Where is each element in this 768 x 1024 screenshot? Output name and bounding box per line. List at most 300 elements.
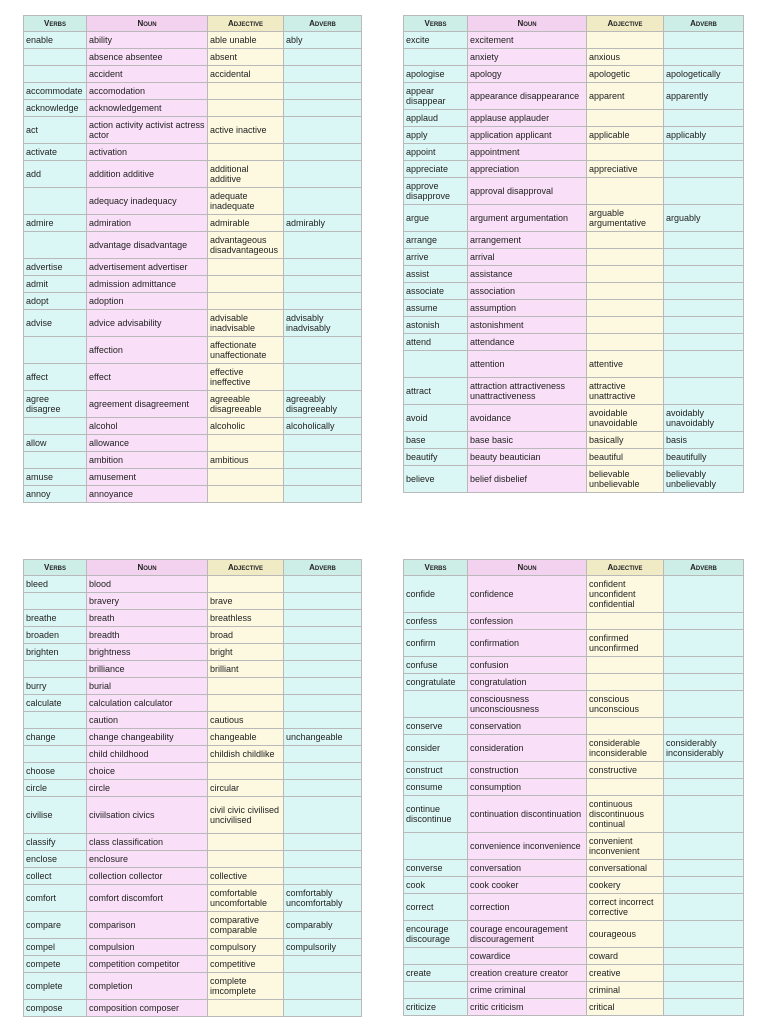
noun-cell: apology — [468, 66, 587, 83]
noun-cell: alcohol — [87, 418, 208, 435]
table-row — [404, 232, 744, 249]
table-row — [404, 205, 744, 232]
adverb-cell: advisably inadvisably — [284, 310, 362, 337]
noun-cell: critic criticism — [468, 999, 587, 1016]
adverb-cell — [664, 334, 744, 351]
word-forms-table — [23, 15, 362, 503]
noun-header: Noun — [87, 560, 208, 576]
table-row — [24, 712, 362, 729]
verb-cell: confess — [404, 613, 468, 630]
adjective-cell: alcoholic — [208, 418, 284, 435]
verb-cell: circle — [24, 780, 87, 797]
table-row — [24, 66, 362, 83]
noun-cell: cook cooker — [468, 877, 587, 894]
table-row — [404, 613, 744, 630]
table-row — [24, 593, 362, 610]
adverb-cell — [664, 833, 744, 860]
adjective-cell: coward — [587, 948, 664, 965]
adjective-cell: considerable inconsiderable — [587, 735, 664, 762]
table-row — [24, 956, 362, 973]
adverb-cell — [664, 762, 744, 779]
table-row — [404, 877, 744, 894]
adjective-header: Adjective — [208, 560, 284, 576]
table-row — [24, 188, 362, 215]
table-row — [404, 735, 744, 762]
adverb-cell: unchangeable — [284, 729, 362, 746]
noun-cell: applause applauder — [468, 110, 587, 127]
adverb-cell — [284, 851, 362, 868]
header-row — [24, 560, 362, 576]
adjective-cell — [587, 718, 664, 735]
adjective-cell — [587, 110, 664, 127]
adjective-cell — [208, 1000, 284, 1017]
verb-cell: brighten — [24, 644, 87, 661]
adjective-cell: accidental — [208, 66, 284, 83]
table-row — [404, 657, 744, 674]
adverb-header: Adverb — [284, 16, 362, 32]
adverb-cell — [664, 110, 744, 127]
noun-header: Noun — [468, 560, 587, 576]
table-row — [24, 49, 362, 66]
adjective-cell — [208, 763, 284, 780]
noun-cell: circle — [87, 780, 208, 797]
header-row — [404, 560, 744, 576]
verb-cell — [404, 982, 468, 999]
adjective-cell: adequate inadequate — [208, 188, 284, 215]
table-row — [404, 718, 744, 735]
noun-cell: brilliance — [87, 661, 208, 678]
adjective-cell: convenient inconvenient — [587, 833, 664, 860]
adjective-cell: continuous discontinuous continual — [587, 796, 664, 833]
adverb-cell — [284, 678, 362, 695]
verb-cell: broaden — [24, 627, 87, 644]
adverb-cell — [664, 144, 744, 161]
verb-cell: appear disappear — [404, 83, 468, 110]
noun-cell: class classification — [87, 834, 208, 851]
table-row — [24, 100, 362, 117]
adjective-cell — [587, 613, 664, 630]
noun-cell: calculation calculator — [87, 695, 208, 712]
noun-cell: convenience inconvenience — [468, 833, 587, 860]
adverb-cell: apologetically — [664, 66, 744, 83]
adverb-cell — [284, 956, 362, 973]
adjective-cell: arguable argumentative — [587, 205, 664, 232]
adverb-cell — [664, 249, 744, 266]
adverb-cell — [664, 948, 744, 965]
adjective-cell — [587, 266, 664, 283]
verb-cell: calculate — [24, 695, 87, 712]
adjective-cell: changeable — [208, 729, 284, 746]
verb-cell: converse — [404, 860, 468, 877]
verb-cell: confuse — [404, 657, 468, 674]
noun-cell: child childhood — [87, 746, 208, 763]
adverb-cell — [664, 161, 744, 178]
adverb-cell — [284, 973, 362, 1000]
adjective-cell: advisable inadvisable — [208, 310, 284, 337]
adjective-cell: collective — [208, 868, 284, 885]
table-row — [404, 466, 744, 493]
adverb-cell — [664, 860, 744, 877]
noun-cell: allowance — [87, 435, 208, 452]
verb-cell: agree disagree — [24, 391, 87, 418]
table-row — [404, 449, 744, 466]
verb-cell — [404, 49, 468, 66]
verb-cell: avoid — [404, 405, 468, 432]
noun-cell: consciousness unconsciousness — [468, 691, 587, 718]
adverb-header: Adverb — [664, 560, 744, 576]
adverb-cell — [664, 965, 744, 982]
adverb-cell — [664, 378, 744, 405]
adjective-cell — [587, 249, 664, 266]
table-row — [24, 293, 362, 310]
verb-cell: enable — [24, 32, 87, 49]
adjective-cell: courageous — [587, 921, 664, 948]
verb-cell: attend — [404, 334, 468, 351]
adverb-cell — [664, 657, 744, 674]
adverb-cell — [284, 834, 362, 851]
adverb-cell — [284, 486, 362, 503]
noun-cell: arrival — [468, 249, 587, 266]
noun-cell: crime criminal — [468, 982, 587, 999]
verb-cell: associate — [404, 283, 468, 300]
adjective-cell — [587, 300, 664, 317]
noun-cell: accident — [87, 66, 208, 83]
adverb-cell — [664, 178, 744, 205]
adjective-cell — [587, 144, 664, 161]
adverb-header: Adverb — [664, 16, 744, 32]
adverb-cell — [664, 999, 744, 1016]
adverb-cell — [284, 364, 362, 391]
adjective-cell — [208, 469, 284, 486]
verb-cell: admire — [24, 215, 87, 232]
adjective-cell: absent — [208, 49, 284, 66]
adjective-cell: effective ineffective — [208, 364, 284, 391]
table-row — [404, 317, 744, 334]
adverb-cell — [284, 780, 362, 797]
table-row — [24, 469, 362, 486]
verb-cell — [24, 593, 87, 610]
noun-cell: appointment — [468, 144, 587, 161]
noun-cell: application applicant — [468, 127, 587, 144]
adjective-cell — [587, 674, 664, 691]
adverb-cell — [664, 266, 744, 283]
verbs-header: Verbs — [404, 16, 468, 32]
noun-cell: adoption — [87, 293, 208, 310]
table-row — [24, 83, 362, 100]
table-row — [404, 894, 744, 921]
verbs-header: Verbs — [404, 560, 468, 576]
verb-cell: burry — [24, 678, 87, 695]
table-row — [24, 868, 362, 885]
verb-cell: consume — [404, 779, 468, 796]
table-row — [404, 283, 744, 300]
noun-cell: correction — [468, 894, 587, 921]
table-row — [404, 300, 744, 317]
adverb-cell — [664, 283, 744, 300]
adjective-cell: appreciative — [587, 161, 664, 178]
adjective-cell — [208, 695, 284, 712]
adjective-cell: brave — [208, 593, 284, 610]
verb-cell: affect — [24, 364, 87, 391]
noun-cell: amusement — [87, 469, 208, 486]
verb-cell: civilise — [24, 797, 87, 834]
adverb-cell — [284, 452, 362, 469]
word-forms-table — [23, 559, 362, 1017]
adjective-cell: apparent — [587, 83, 664, 110]
verb-cell: compare — [24, 912, 87, 939]
verb-cell: change — [24, 729, 87, 746]
adjective-cell: confirmed unconfirmed — [587, 630, 664, 657]
noun-cell: advice advisability — [87, 310, 208, 337]
table-row — [24, 885, 362, 912]
adjective-cell: additional additive — [208, 161, 284, 188]
adjective-cell: comfortable uncomfortable — [208, 885, 284, 912]
verb-cell: cook — [404, 877, 468, 894]
noun-cell: collection collector — [87, 868, 208, 885]
verb-cell: applaud — [404, 110, 468, 127]
noun-cell: advantage disadvantage — [87, 232, 208, 259]
noun-cell: enclosure — [87, 851, 208, 868]
table-row — [24, 797, 362, 834]
adjective-cell: ambitious — [208, 452, 284, 469]
table-row — [404, 266, 744, 283]
adjective-cell: advantageous disadvantageous — [208, 232, 284, 259]
verb-cell — [24, 66, 87, 83]
table-row — [404, 576, 744, 613]
table-row — [24, 117, 362, 144]
verb-cell — [24, 661, 87, 678]
table-row — [24, 627, 362, 644]
word-forms-table — [403, 559, 744, 1016]
table-row — [24, 418, 362, 435]
verb-cell — [404, 691, 468, 718]
adjective-cell: able unable — [208, 32, 284, 49]
noun-cell: accomodation — [87, 83, 208, 100]
adverb-cell — [284, 232, 362, 259]
noun-cell: bravery — [87, 593, 208, 610]
table-row — [24, 939, 362, 956]
adverb-cell — [664, 877, 744, 894]
verb-cell: confirm — [404, 630, 468, 657]
verb-cell: compel — [24, 939, 87, 956]
adverb-cell: avoidably unavoidably — [664, 405, 744, 432]
table-row — [404, 378, 744, 405]
adjective-cell: childish childlike — [208, 746, 284, 763]
adjective-cell: attractive unattractive — [587, 378, 664, 405]
verb-cell — [24, 452, 87, 469]
adjective-cell: creative — [587, 965, 664, 982]
verbs-header: Verbs — [24, 560, 87, 576]
adverb-cell — [284, 276, 362, 293]
adverb-cell: apparently — [664, 83, 744, 110]
table-row — [24, 851, 362, 868]
table-row — [24, 232, 362, 259]
verb-cell: adopt — [24, 293, 87, 310]
verb-cell: astonish — [404, 317, 468, 334]
verb-cell: encourage discourage — [404, 921, 468, 948]
adverb-cell — [664, 351, 744, 378]
adjective-cell — [587, 779, 664, 796]
noun-cell: anxiety — [468, 49, 587, 66]
table-row — [404, 982, 744, 999]
noun-cell: caution — [87, 712, 208, 729]
verb-cell: base — [404, 432, 468, 449]
adjective-header: Adjective — [208, 16, 284, 32]
table-row — [24, 32, 362, 49]
word-forms-table — [403, 15, 744, 493]
table-row — [404, 83, 744, 110]
adverb-cell: believably unbelievably — [664, 466, 744, 493]
noun-cell: confidence — [468, 576, 587, 613]
noun-cell: attraction attractiveness unattractiveness — [468, 378, 587, 405]
verb-cell: congratulate — [404, 674, 468, 691]
adverb-cell — [664, 796, 744, 833]
adjective-cell: constructive — [587, 762, 664, 779]
table-row — [24, 834, 362, 851]
table-row — [24, 161, 362, 188]
adverb-cell: applicably — [664, 127, 744, 144]
adjective-cell: conversational — [587, 860, 664, 877]
verb-cell: argue — [404, 205, 468, 232]
noun-cell: base basic — [468, 432, 587, 449]
table-row — [24, 435, 362, 452]
adjective-cell — [208, 834, 284, 851]
table-row — [24, 310, 362, 337]
adjective-cell: correct incorrect corrective — [587, 894, 664, 921]
verb-cell: enclose — [24, 851, 87, 868]
adverb-cell — [284, 868, 362, 885]
verb-cell: create — [404, 965, 468, 982]
verb-cell: accommodate — [24, 83, 87, 100]
adjective-cell: admirable — [208, 215, 284, 232]
verb-cell: advertise — [24, 259, 87, 276]
verb-cell: apply — [404, 127, 468, 144]
table-row — [404, 351, 744, 378]
table-row — [404, 32, 744, 49]
header-row — [24, 16, 362, 32]
adjective-cell: conscious unconscious — [587, 691, 664, 718]
verb-cell: arrive — [404, 249, 468, 266]
noun-cell: admission admittance — [87, 276, 208, 293]
table-row — [404, 860, 744, 877]
adjective-cell — [208, 144, 284, 161]
adverb-cell — [664, 232, 744, 249]
adverb-cell — [664, 317, 744, 334]
table-row — [404, 948, 744, 965]
verb-cell — [404, 948, 468, 965]
noun-cell: attendance — [468, 334, 587, 351]
noun-cell: continuation discontinuation — [468, 796, 587, 833]
adverb-cell — [664, 718, 744, 735]
noun-cell: consumption — [468, 779, 587, 796]
table-row — [24, 644, 362, 661]
adjective-cell: beautiful — [587, 449, 664, 466]
adjective-cell — [208, 293, 284, 310]
adverb-cell: arguably — [664, 205, 744, 232]
adverb-cell — [664, 894, 744, 921]
adjective-header: Adjective — [587, 560, 664, 576]
verb-cell: choose — [24, 763, 87, 780]
verb-cell: activate — [24, 144, 87, 161]
adjective-cell — [587, 32, 664, 49]
adjective-cell: apologetic — [587, 66, 664, 83]
verb-cell: continue discontinue — [404, 796, 468, 833]
verb-cell: appreciate — [404, 161, 468, 178]
table-row — [24, 364, 362, 391]
adjective-cell — [208, 100, 284, 117]
adjective-cell: agreeable disagreeable — [208, 391, 284, 418]
table-row — [404, 999, 744, 1016]
verb-cell: criticize — [404, 999, 468, 1016]
noun-cell: attention — [468, 351, 587, 378]
table-row — [24, 746, 362, 763]
verb-cell — [24, 232, 87, 259]
noun-cell: ability — [87, 32, 208, 49]
adverb-cell — [664, 613, 744, 630]
table-row — [404, 779, 744, 796]
adverb-cell — [284, 435, 362, 452]
table-row — [404, 691, 744, 718]
adverb-cell — [284, 644, 362, 661]
noun-cell: confusion — [468, 657, 587, 674]
table-row — [404, 630, 744, 657]
verb-cell: appoint — [404, 144, 468, 161]
table-row — [24, 678, 362, 695]
noun-cell: construction — [468, 762, 587, 779]
adverb-cell — [664, 982, 744, 999]
table-row — [24, 215, 362, 232]
verb-cell: attract — [404, 378, 468, 405]
adverb-cell: beautifully — [664, 449, 744, 466]
verb-cell: compete — [24, 956, 87, 973]
verb-cell — [24, 418, 87, 435]
adverb-cell — [284, 763, 362, 780]
noun-cell: ambition — [87, 452, 208, 469]
table-row — [404, 334, 744, 351]
adjective-cell — [208, 576, 284, 593]
table-row — [24, 1000, 362, 1017]
adjective-cell — [208, 276, 284, 293]
verb-cell — [404, 833, 468, 860]
adjective-cell — [587, 178, 664, 205]
adjective-cell: anxious — [587, 49, 664, 66]
adverb-cell — [284, 144, 362, 161]
adjective-cell: attentive — [587, 351, 664, 378]
adjective-cell — [208, 259, 284, 276]
adjective-cell — [208, 486, 284, 503]
noun-cell: burial — [87, 678, 208, 695]
adverb-cell: admirably — [284, 215, 362, 232]
noun-cell: breath — [87, 610, 208, 627]
verb-cell: consider — [404, 735, 468, 762]
noun-cell: affection — [87, 337, 208, 364]
adjective-cell: complete imcomplete — [208, 973, 284, 1000]
noun-cell: appearance disappearance — [468, 83, 587, 110]
noun-cell: competition competitor — [87, 956, 208, 973]
adverb-cell — [284, 469, 362, 486]
table-row — [24, 576, 362, 593]
noun-cell: comfort discomfort — [87, 885, 208, 912]
noun-cell: avoidance — [468, 405, 587, 432]
noun-cell: confirmation — [468, 630, 587, 657]
verb-cell: admit — [24, 276, 87, 293]
adverb-cell — [284, 161, 362, 188]
adjective-cell: critical — [587, 999, 664, 1016]
verb-cell — [24, 337, 87, 364]
verb-cell: amuse — [24, 469, 87, 486]
noun-cell: choice — [87, 763, 208, 780]
noun-cell: comparison — [87, 912, 208, 939]
